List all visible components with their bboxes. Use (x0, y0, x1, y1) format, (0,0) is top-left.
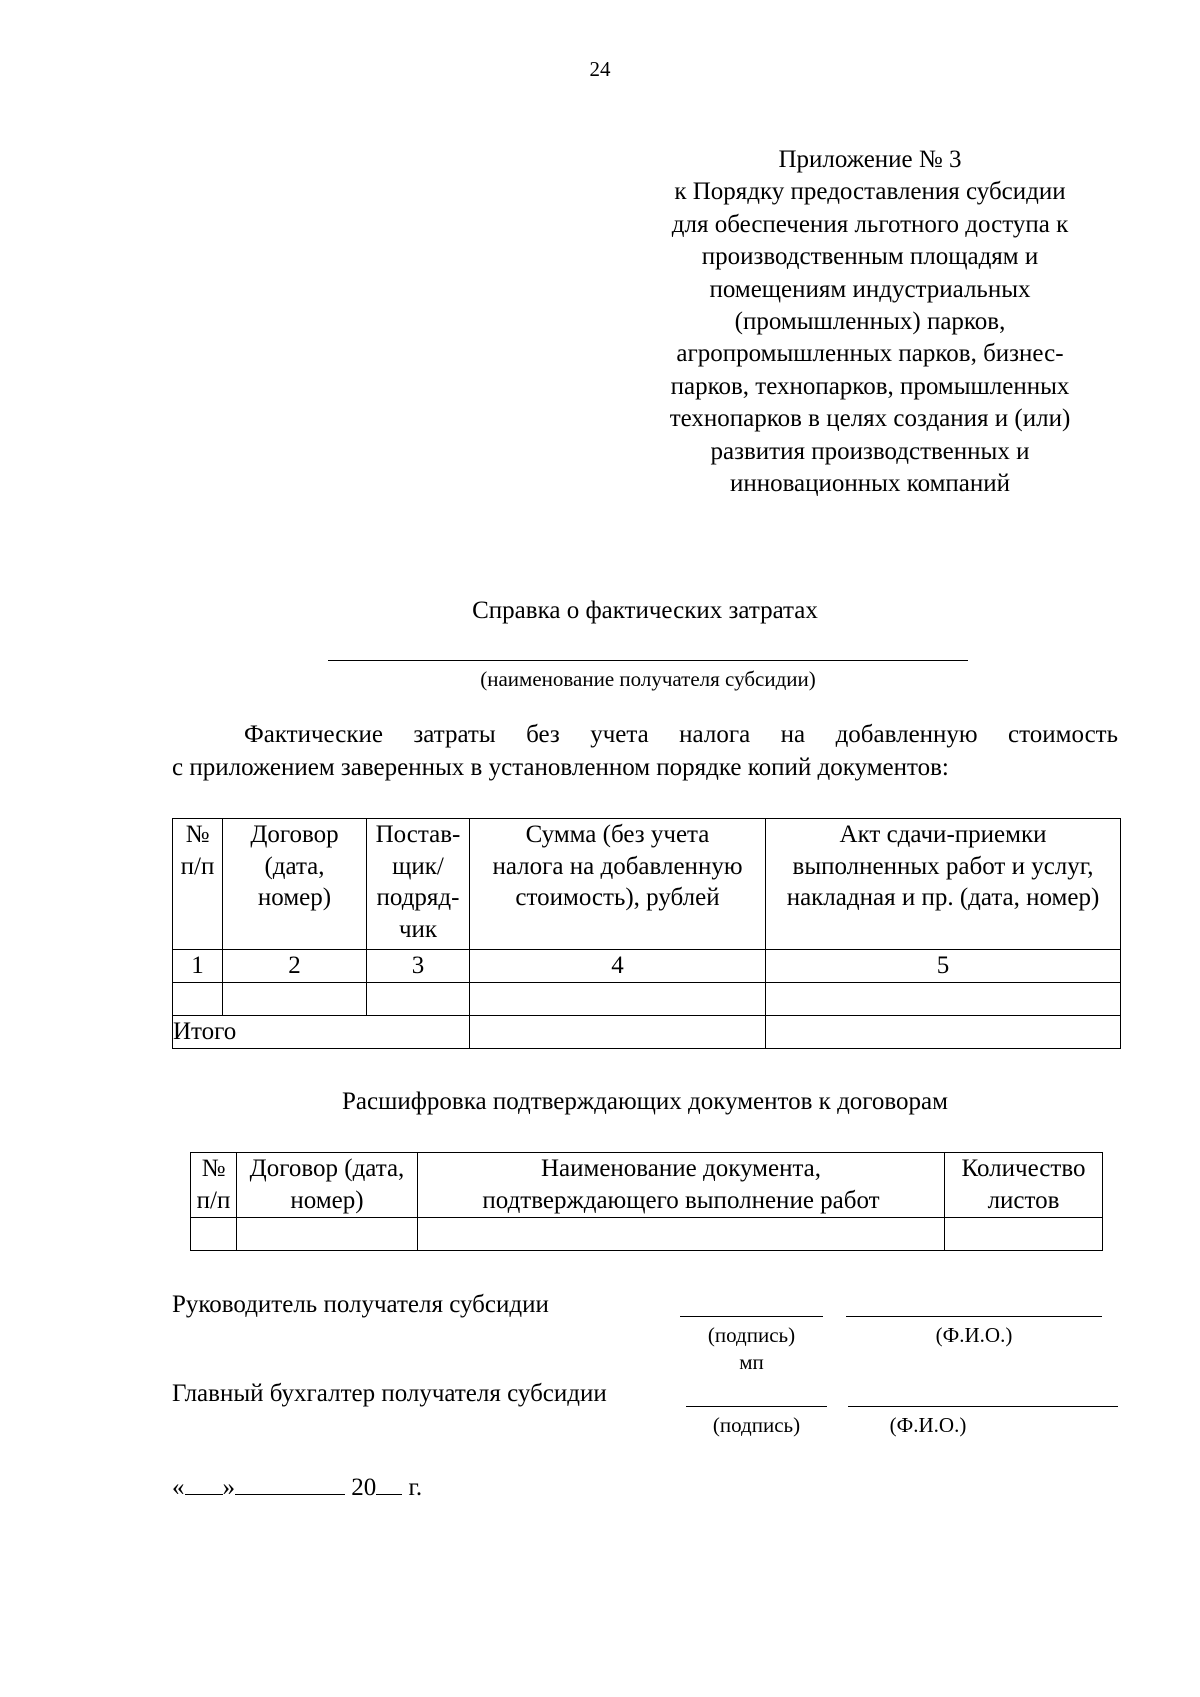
date-year-blank[interactable] (376, 1472, 402, 1495)
costs-table-header-row (173, 819, 1121, 950)
head-name-caption: (Ф.И.О.) (935, 1323, 1013, 1347)
column-number: 5 (766, 950, 1121, 983)
appendix-line: (промышленных) парков, (734, 308, 1006, 336)
accountant-signature-label: Главный бухгалтер получателя субсидии (172, 1380, 607, 1407)
accountant-name-line[interactable] (848, 1406, 1118, 1407)
empty-cell[interactable] (191, 1218, 237, 1251)
column-number: 1 (173, 950, 223, 983)
accountant-name-caption: (Ф.И.О.) (889, 1413, 967, 1437)
header-cell-sheet-count: Количество листов (945, 1153, 1103, 1218)
header-cell-contract: Договор (дата, номер) (223, 819, 367, 950)
appendix-line: парков, технопарков, промышленных (670, 372, 1070, 400)
header-cell-document-name: Наименование документа, подтверждающего выполнение работ (418, 1153, 945, 1218)
appendix-line: инновационных компаний (729, 470, 1011, 498)
accountant-signature-line[interactable] (686, 1406, 827, 1407)
column-number-row (173, 950, 1121, 983)
table-row (191, 1218, 1103, 1251)
date-open-quote: « (172, 1474, 185, 1501)
header-cell-number: № п/п (173, 819, 223, 950)
head-signature-label: Руководитель получателя субсидии (172, 1291, 549, 1318)
appendix-line: для обеспечения льготного доступа к (671, 210, 1069, 238)
intro-paragraph (172, 719, 1118, 784)
date-year-suffix: г. (408, 1474, 423, 1501)
costs-table (172, 818, 1121, 1049)
appendix-line: технопарков в целях создания и (или) (669, 405, 1071, 433)
appendix-line: производственным площадям и (701, 243, 1039, 271)
date-year-prefix: 20 (351, 1474, 377, 1501)
date-line (172, 1472, 422, 1503)
appendix-line: Приложение № 3 (778, 146, 962, 173)
empty-cell[interactable] (173, 983, 223, 1016)
recipient-caption: (наименование получателя субсидии) (480, 667, 816, 691)
page-number: 24 (589, 57, 611, 81)
empty-cell[interactable] (367, 983, 470, 1016)
total-row (173, 1016, 1121, 1049)
table-row (173, 983, 1121, 1016)
accountant-signature-caption: (подпись) (712, 1413, 801, 1437)
total-amount-cell[interactable] (470, 1016, 766, 1049)
total-act-cell[interactable] (766, 1016, 1121, 1049)
date-month-blank[interactable] (235, 1472, 345, 1495)
column-number: 2 (223, 950, 367, 983)
appendix-header (620, 144, 1120, 500)
intro-line-2: с приложением заверенных в установленном порядке копий документов: (172, 753, 949, 781)
header-cell-contract: Договор (дата, номер) (237, 1153, 418, 1218)
head-signature-caption: (подпись) (707, 1323, 796, 1347)
appendix-line: к Порядку предоставления субсидии (674, 178, 1066, 206)
empty-cell[interactable] (470, 983, 766, 1016)
date-close-quote: » (222, 1474, 235, 1501)
documents-table (190, 1152, 1103, 1251)
empty-cell[interactable] (766, 983, 1121, 1016)
recipient-name-line (328, 660, 968, 661)
header-cell-supplier: Постав- щик/ подряд- чик (367, 819, 470, 950)
documents-table-header-row (191, 1153, 1103, 1218)
column-number: 4 (470, 950, 766, 983)
stamp-label: мп (739, 1350, 764, 1374)
header-cell-number: № п/п (191, 1153, 237, 1218)
total-label: Итого (173, 1016, 470, 1049)
appendix-line: агропромышленных парков, бизнес- (676, 340, 1064, 368)
head-name-line[interactable] (846, 1316, 1102, 1317)
intro-line-1: Фактические затраты без учета налога на добавленную стоимость (244, 721, 1118, 748)
empty-cell[interactable] (945, 1218, 1103, 1251)
empty-cell[interactable] (223, 983, 367, 1016)
appendix-line: развития производственных и (710, 437, 1030, 465)
date-day-blank[interactable] (185, 1472, 223, 1495)
header-cell-amount: Сумма (без учета налога на добавленную стоимость), рублей (470, 819, 766, 950)
header-cell-act: Акт сдачи-приемки выполненных работ и услуг, накладная и пр. (дата, номер) (766, 819, 1121, 950)
empty-cell[interactable] (237, 1218, 418, 1251)
head-signature-line[interactable] (680, 1316, 823, 1317)
breakdown-title: Расшифровка подтверждающих документов к договорам (342, 1088, 948, 1115)
column-number: 3 (367, 950, 470, 983)
document-title: Справка о фактических затратах (472, 597, 818, 624)
appendix-line: помещениям индустриальных (709, 275, 1031, 303)
empty-cell[interactable] (418, 1218, 945, 1251)
